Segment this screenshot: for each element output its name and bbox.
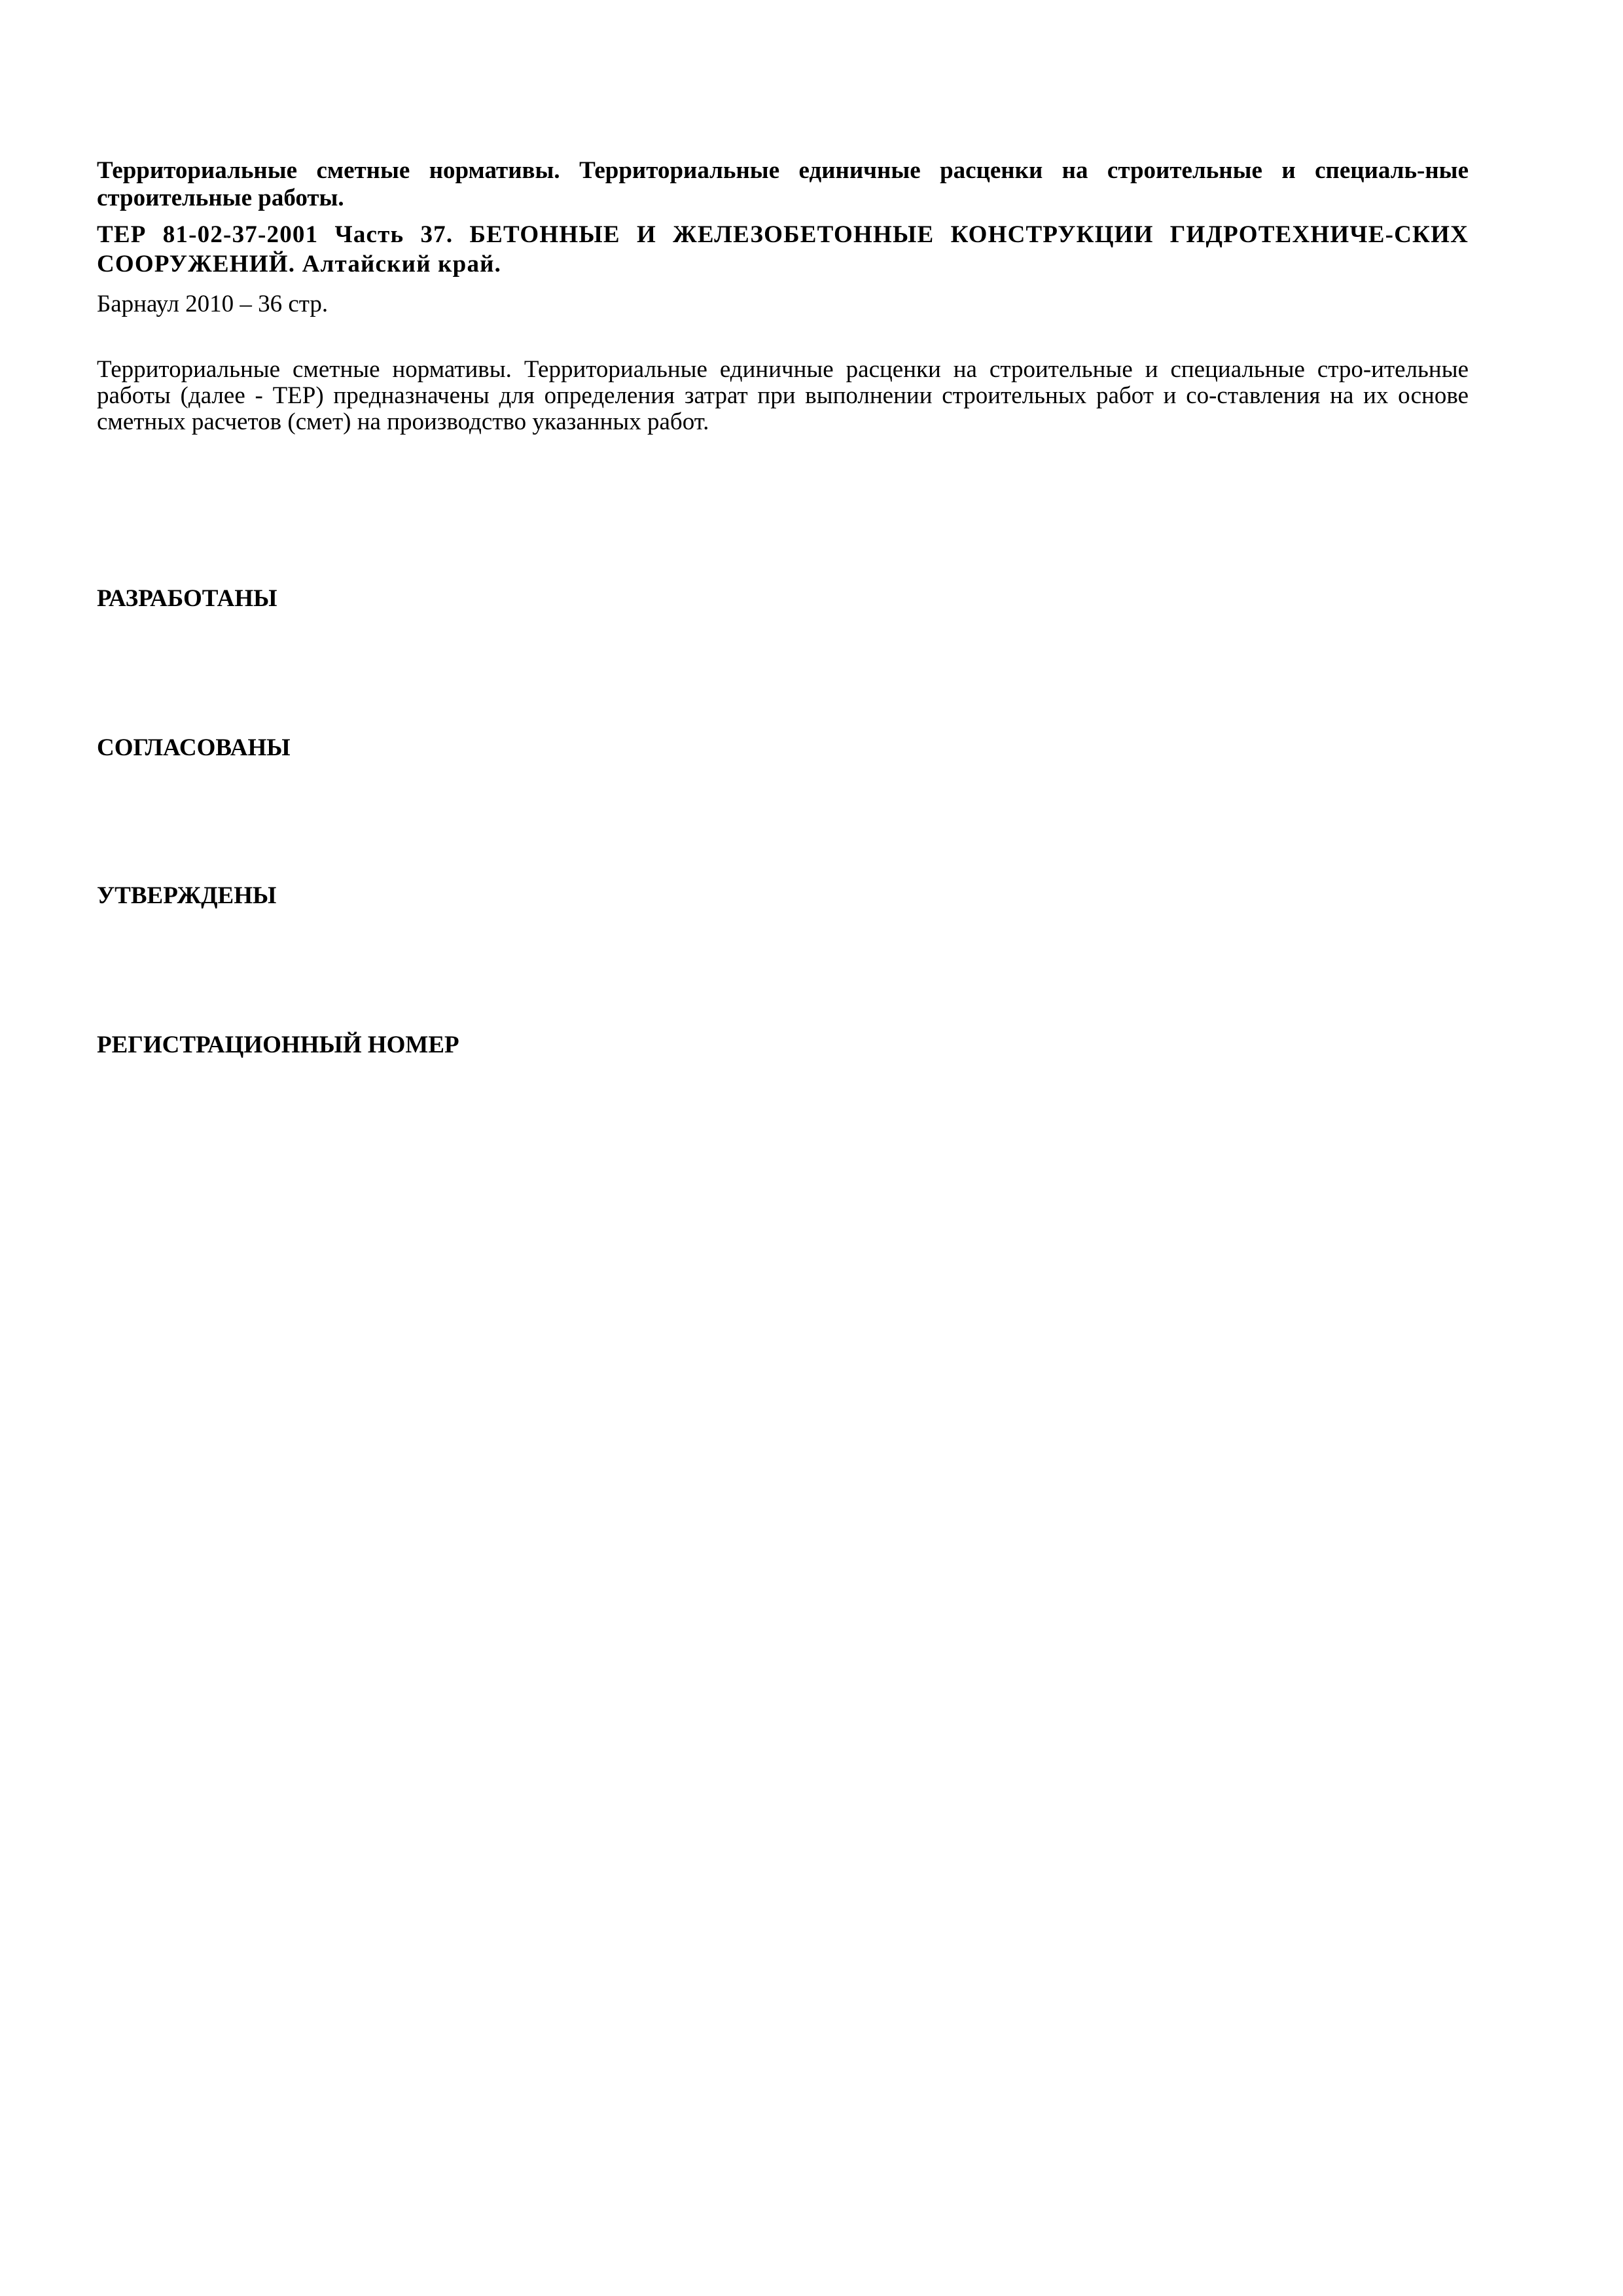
heading-agreed: СОГЛАСОВАНЫ — [97, 734, 291, 761]
document-title: ТЕР 81-02-37-2001 Часть 37. БЕТОННЫЕ И ЖЕЛЕЗОБЕТОННЫЕ КОНСТРУКЦИИ ГИДРОТЕХНИЧЕ-СКИХ СООРУЖЕНИЙ. Алтайский край. — [97, 221, 1469, 278]
abstract-paragraph: Территориальные сметные нормативы. Территориальные единичные расценки на строительные и специальные стро-ительные работы (далее - ТЕР) предназначены для определения затрат при выполнении строительных работ и со-ставления на их основе сметных расчетов (смет) на производство указанных работ. — [97, 356, 1469, 435]
heading-developed: РАЗРАБОТАНЫ — [97, 585, 277, 612]
heading-approved: УТВЕРЖДЕНЫ — [97, 882, 277, 909]
document-page — [97, 157, 1469, 1058]
publication-info: Барнаул 2010 – 36 стр. — [97, 291, 329, 317]
series-title: Территориальные сметные нормативы. Территориальные единичные расценки на строительные и специаль-ные строительные работы. — [97, 157, 1469, 211]
heading-registration-number: РЕГИСТРАЦИОННЫЙ НОМЕР — [97, 1031, 459, 1058]
